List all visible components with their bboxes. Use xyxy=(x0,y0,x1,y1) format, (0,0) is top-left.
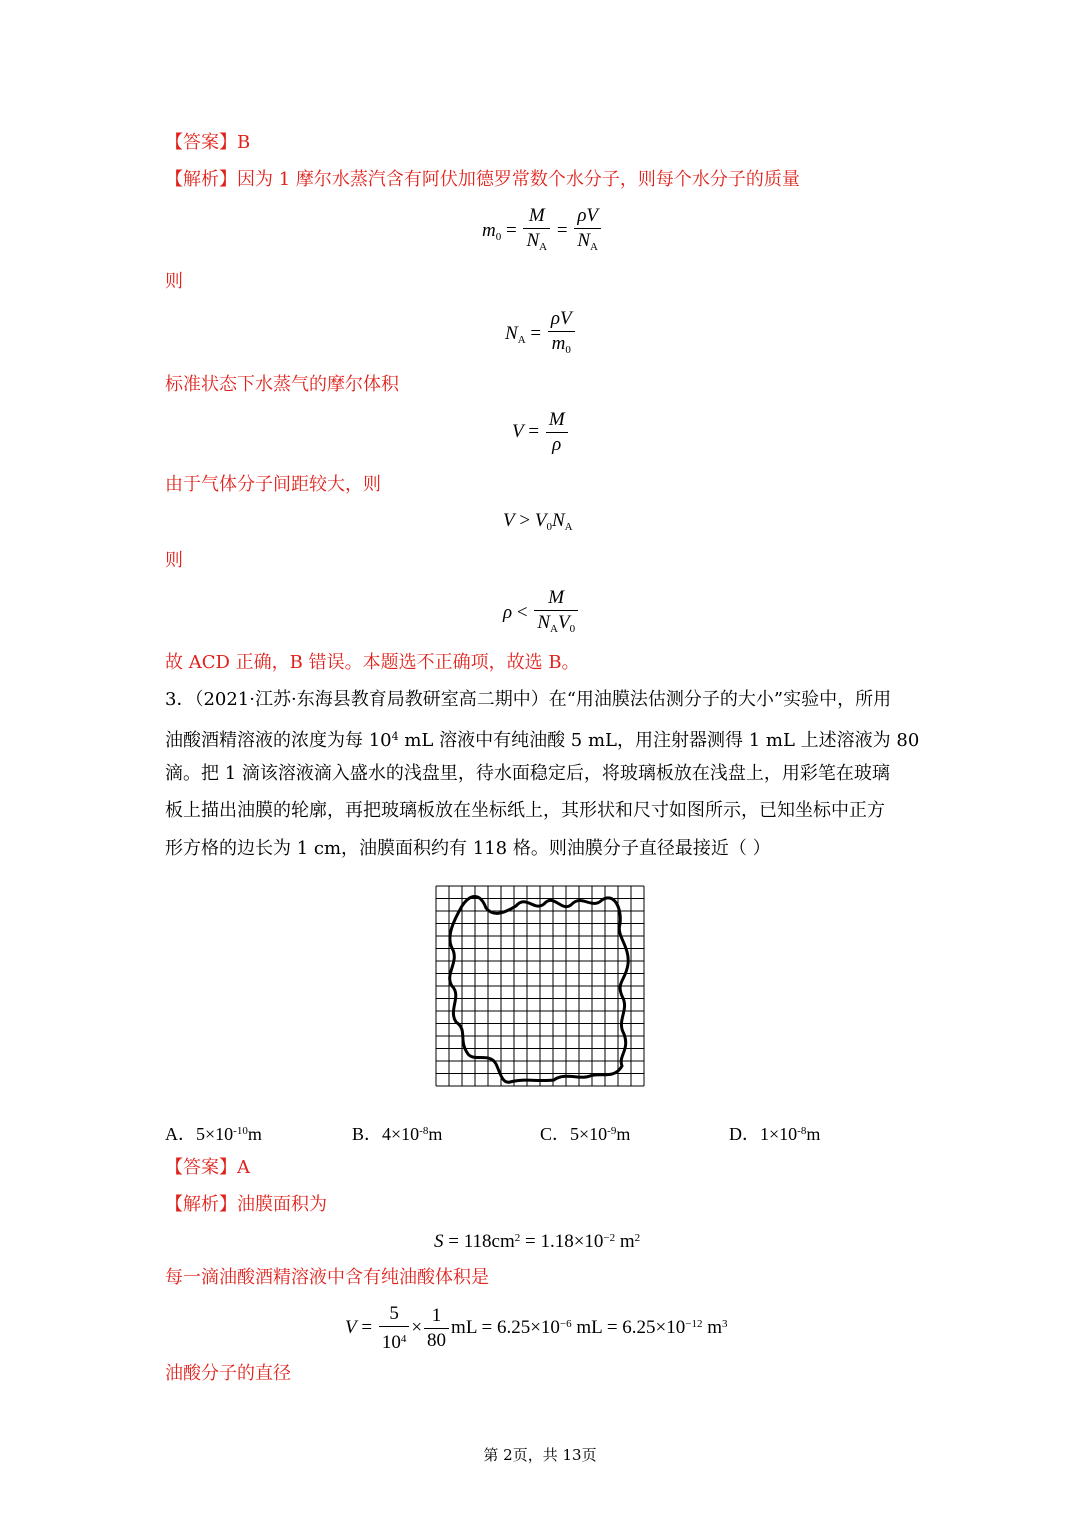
ze-text-1: 则 xyxy=(165,271,183,292)
answer-tag: 【答案】 xyxy=(165,1157,237,1178)
analysis-tag: 【解析】 xyxy=(165,169,237,190)
formula-inequality-volume: $V > V_0N_A$ xyxy=(503,510,573,533)
formula-avogadro: $N_A$ = $\frac{\rho V}{m_0}$ xyxy=(505,307,577,362)
answer-line-q3 xyxy=(165,1156,250,1180)
analysis-intro-text: 因为 1 摩尔水蒸汽含有阿伏加德罗常数个水分子，则每个水分子的质量 xyxy=(237,169,800,190)
oil-film-grid-figure xyxy=(434,884,646,1088)
question3-line3: 滴。把 1 滴该溶液滴入盛水的浅盘里，待水面稳定后，将玻璃板放在浅盘上，用彩笔在玻璃 xyxy=(165,763,890,784)
question-source: （2021·江苏·东海县教育局教研室高二期中） xyxy=(194,689,549,710)
answer-value: A xyxy=(237,1157,250,1178)
question3-line5: 形方格的边长为 1 cm，油膜面积约有 118 格。则油膜分子直径最接近（ ） xyxy=(165,838,771,859)
answer-value: B xyxy=(237,132,251,153)
formula-molar-volume: V = $\frac{M}{\rho}$ xyxy=(512,408,570,457)
conclusion-text: 故 ACD 正确，B 错误。本题选不正确项，故选 B。 xyxy=(165,652,580,673)
question3-line2: 油酸酒精溶液的浓度为每 $10^4$ mL 溶液中有纯油酸 5 mL，用注射器测得 1 mL 上述溶液为 80 xyxy=(165,730,920,751)
option-c[interactable]: C．$5\times 10^{-9}m$ xyxy=(540,1124,631,1144)
question3-line4: 板上描出油膜的轮廓，再把玻璃板放在坐标纸上，其形状和尺寸如图所示，已知坐标中正方 xyxy=(165,800,885,821)
analysis-area-text: 油膜面积为 xyxy=(237,1194,327,1215)
grid-lines xyxy=(436,886,644,1086)
analysis-intro-q3 xyxy=(165,1193,327,1217)
page-footer: 第 2页，共 13页 xyxy=(483,1446,597,1464)
option-b[interactable]: B．$4\times 10^{-8}m$ xyxy=(352,1124,443,1144)
volume-text: 每一滴油酸酒精溶液中含有纯油酸体积是 xyxy=(165,1267,489,1288)
ze-text-2: 则 xyxy=(165,550,183,571)
oil-film-outline xyxy=(450,897,629,1083)
gas-spacing-text: 由于气体分子间距较大，则 xyxy=(165,474,381,495)
answer-tag: 【答案】 xyxy=(165,132,237,153)
question-number: 3． xyxy=(165,689,195,710)
formula-area: $S = 118cm^2 = 1.18\times 10^{-2}$ $m^2$ xyxy=(434,1231,641,1252)
answer-line-prev xyxy=(165,131,250,155)
formula-oleic-volume: V = $\frac{5}{10^4}$ × $\frac{1}{80}$ mL = $6.25\times 10^{-6}$ mL = $6.25\times 10^{-12}$ $m^3$ xyxy=(345,1303,728,1353)
option-a[interactable]: A．$5\times 10^{-10}m$ xyxy=(165,1124,262,1144)
question3-line1: 3．（2021·江苏·东海县教育局教研室高二期中）在“用油膜法估测分子的大小”实验中，所用 xyxy=(165,689,892,710)
formula-inequality-density: ρ < $\frac{M}{N_AV_0}$ xyxy=(503,586,580,641)
analysis-tag: 【解析】 xyxy=(165,1194,237,1215)
option-d[interactable]: D．$1\times 10^{-8}m$ xyxy=(729,1124,821,1144)
molar-volume-text: 标准状态下水蒸气的摩尔体积 xyxy=(165,374,399,395)
diameter-text: 油酸分子的直径 xyxy=(165,1363,291,1384)
formula-molecule-mass: $m_0$ = $\frac{M}{N_A}$ = $\frac{\rho V}{N_A}$ xyxy=(482,204,603,259)
analysis-intro-prev xyxy=(165,168,800,192)
